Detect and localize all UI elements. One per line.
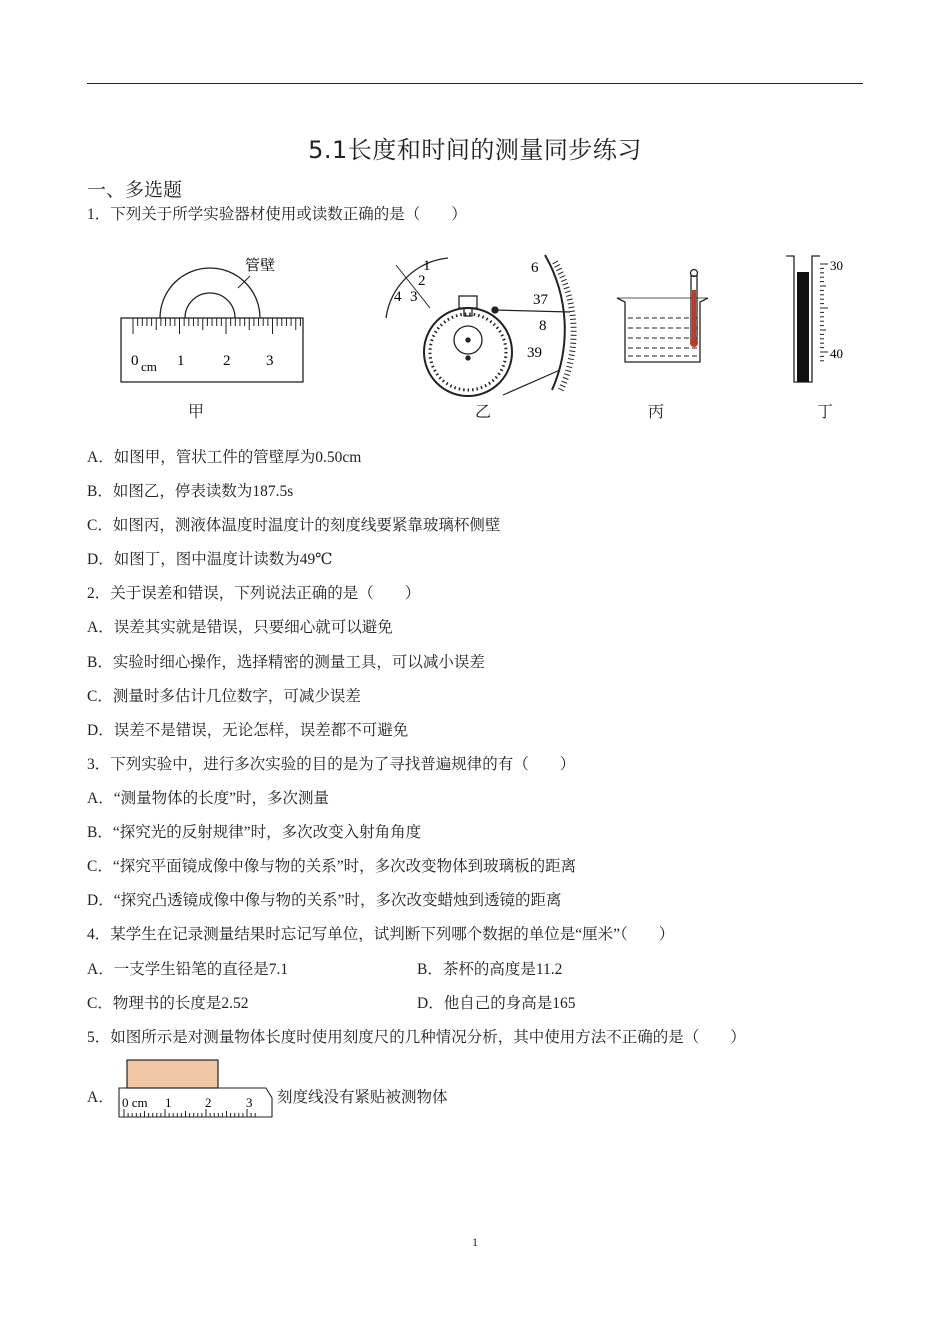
figure-label-yi: 乙 (475, 402, 492, 421)
q5-option-a-letter: A． (87, 1089, 114, 1106)
thermometer-bing-liquid (692, 290, 696, 340)
ruler-zero: 0 (131, 353, 139, 369)
q5-option-a-text: 刻度线没有紧贴被测物体 (277, 1089, 448, 1106)
question-4-stem: 4．某学生在记录测量结果时忘记写单位，试判断下列哪个数据的单位是“厘米”（ ） (87, 926, 675, 943)
q3-option-d: D．“探究凸透镜成像中像与物的关系”时，多次改变蜡烛到透镜的距离 (87, 892, 562, 909)
q5-ruler-1: 1 (165, 1095, 172, 1110)
thermo-40: 40 (830, 346, 843, 361)
q5-ruler-3: 3 (246, 1095, 253, 1110)
figure-ding-thermometer (786, 256, 828, 382)
figure-label-ding: 丁 (817, 402, 834, 421)
q5-ruler (119, 1088, 272, 1117)
q4-option-b: B．茶杯的高度是11.2 (417, 961, 563, 978)
q3-option-c: C．“探究平面镜成像中像与物的关系”时，多次改变物体到玻璃板的距离 (87, 858, 577, 875)
q3-option-a: A．“测量物体的长度”时，多次测量 (87, 790, 329, 807)
sw-large-37: 37 (533, 292, 548, 308)
thermometer-bing-bulb (690, 339, 698, 347)
q4-option-a: A．一支学生铅笔的直径是7.1 (87, 961, 289, 978)
question-1-stem: 1．下列关于所学实验器材使用或读数正确的是（ ） (87, 206, 467, 223)
question-5-stem: 5．如图所示是对测量物体长度时使用刻度尺的几种情况分析，其中使用方法不正确的是（ ） (87, 1029, 746, 1046)
sw-large-39: 39 (527, 345, 542, 361)
sw-large-8: 8 (539, 318, 547, 334)
q1-option-a: A．如图甲，管状工件的管壁厚为0.50cm (87, 449, 362, 466)
sw-small-3: 3 (410, 289, 418, 305)
page-number: 1 (472, 1235, 478, 1249)
q3-option-b: B．“探究光的反射规律”时，多次改变入射角角度 (87, 824, 422, 841)
q1-option-d: D．如图丁，图中温度计读数为49℃ (87, 551, 333, 568)
sw-small-2: 2 (418, 273, 426, 289)
q1-option-b: B．如图乙，停表读数为187.5s (87, 483, 294, 500)
q5-ruler-2: 2 (205, 1095, 212, 1110)
sw-small-1: 1 (423, 258, 431, 274)
ruler-1: 1 (177, 353, 185, 369)
ruler-2: 2 (223, 353, 231, 369)
ruler-3: 3 (266, 353, 274, 369)
q2-option-c: C．测量时多估计几位数字，可减少误差 (87, 688, 361, 705)
q4-option-d: D．他自己的身高是165 (417, 995, 576, 1012)
q4-option-c: C．物理书的长度是2.52 (87, 995, 249, 1012)
question-3-stem: 3．下列实验中，进行多次实验的目的是为了寻找普遍规律的有（ ） (87, 756, 576, 773)
sw-small-4: 4 (394, 289, 402, 305)
section-heading: 一、多选题 (87, 179, 183, 201)
figure-label-bing: 丙 (648, 402, 665, 421)
figure-label-jia: 甲 (188, 402, 205, 421)
sw-large-6: 6 (531, 260, 539, 276)
page-title: 5.1长度和时间的测量同步练习 (308, 136, 642, 164)
wall-label: 管壁 (245, 258, 276, 274)
q1-option-c: C．如图丙，测液体温度时温度计的刻度线要紧靠玻璃杯侧壁 (87, 517, 501, 534)
q2-option-a: A．误差其实就是错误，只要细心就可以避免 (87, 619, 393, 636)
question-1-figure (0, 0, 950, 440)
thermo-30: 30 (830, 258, 843, 273)
question-2-stem: 2．关于误差和错误，下列说法正确的是（ ） (87, 585, 421, 602)
measured-object (127, 1060, 218, 1088)
q5-ruler-0: 0 cm (122, 1095, 148, 1110)
ruler-cm: cm (141, 359, 157, 374)
q2-option-b: B．实验时细心操作，选择精密的测量工具，可以减小误差 (87, 654, 485, 671)
q2-option-d: D．误差不是错误，无论怎样，误差都不可避免 (87, 722, 409, 739)
